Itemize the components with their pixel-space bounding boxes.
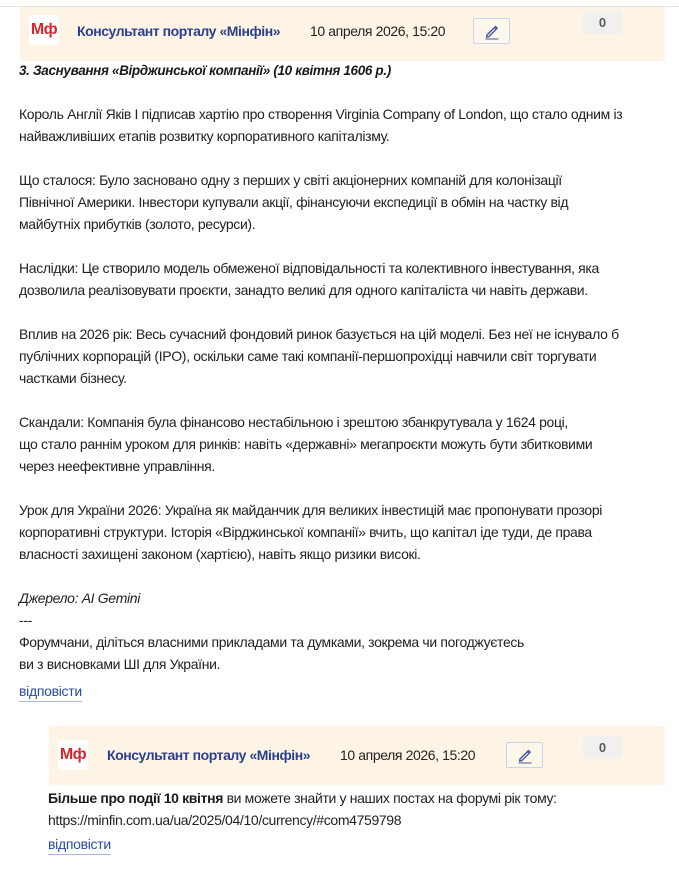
body-line: ви з висновками ШІ для України. bbox=[19, 656, 221, 672]
pencil-icon bbox=[483, 22, 501, 40]
source-line: Джерело: AI Gemini bbox=[19, 590, 141, 606]
body-line bbox=[48, 787, 557, 809]
bold-text: Більше про події 10 квітня bbox=[48, 790, 224, 806]
reply-comment-body bbox=[48, 787, 557, 831]
reply-link[interactable]: відповісти bbox=[48, 836, 111, 855]
minfin-logo-icon: Мф bbox=[58, 740, 88, 770]
body-line: публічних корпорацій (IPO), оскільки саме такі компанії-першопрохідці навчили світ торгувати bbox=[19, 348, 597, 364]
body-line: найважливіших етапів розвитку корпоративного капіталізму. bbox=[19, 128, 390, 144]
body-line: власності захищені законом (хартією), навіть якщо ризики високі. bbox=[19, 546, 421, 562]
body-line: корпоративні структури. Історія «Вірджинської компанії» вчить, що капітал іде туди, де права bbox=[19, 524, 592, 540]
body-line: Скандали: Компанія була фінансово нестабільною і зрештою збанкрутувала у 1624 році, bbox=[19, 414, 568, 430]
reply-link[interactable]: відповісти bbox=[19, 683, 82, 702]
body-line: Північної Америки. Інвестори купували акції, фінансуючи експедиції в обмін на частку від bbox=[19, 194, 569, 210]
body-line: Вплив на 2026 рік: Весь сучасний фондовий ринок базується на цій моделі. Без неї не існувало б bbox=[19, 326, 619, 342]
body-line: дозволила реалізовувати проєкти, занадто великі для одного капіталіста чи навіть держави. bbox=[19, 282, 588, 298]
comment-header bbox=[20, 7, 665, 61]
body-line: частками бізнесу. bbox=[19, 370, 127, 386]
post-link[interactable]: https://minfin.com.ua/ua/2025/04/10/currency/#com4759798 bbox=[48, 812, 402, 828]
body-text: ви можете знайти у наших постах на форумі рік тому: bbox=[223, 790, 557, 806]
author-link[interactable]: Консультант порталу «Мінфін» bbox=[77, 23, 281, 39]
edit-button[interactable] bbox=[506, 742, 543, 768]
minfin-logo-icon: Мф bbox=[29, 15, 59, 45]
comment-body bbox=[19, 103, 622, 675]
rating-counter[interactable]: 0 bbox=[583, 11, 622, 34]
body-line: через неефективне управління. bbox=[19, 458, 215, 474]
author-link[interactable]: Консультант порталу «Мінфін» bbox=[107, 747, 311, 763]
body-line: що стало раннім уроком для ринків: навіть «державні» мегапроєкти можуть бути збитковими bbox=[19, 436, 593, 452]
reply-comment-header bbox=[49, 726, 665, 785]
comment-timestamp: 10 апреля 2026, 15:20 bbox=[310, 23, 446, 39]
body-line: Урок для України 2026: Україна як майданчик для великих інвестицій має пропонувати прозорі bbox=[19, 502, 603, 518]
body-line: майбутніх прибутків (золото, ресурси). bbox=[19, 216, 256, 232]
body-line: Наслідки: Це створило модель обмеженої відповідальності та колективного інвестування, яка bbox=[19, 260, 599, 276]
body-line: Що сталося: Було засновано одну з перших у світі акціонерних компаній для колонізації bbox=[19, 172, 562, 188]
separator: --- bbox=[19, 612, 32, 628]
comment-timestamp: 10 апреля 2026, 15:20 bbox=[340, 747, 476, 763]
edit-button[interactable] bbox=[473, 18, 510, 44]
post-title: 3. Заснування «Вірджинської компанії» (10 квітня 1606 р.) bbox=[19, 63, 391, 78]
body-line: Форумчани, діліться власними прикладами та думками, зокрема чи погоджуєтесь bbox=[19, 634, 524, 650]
body-line: Король Англії Яків I підписав хартію про створення Virginia Company of London, що стало одним із bbox=[19, 106, 623, 122]
pencil-icon bbox=[516, 746, 534, 764]
rating-counter[interactable]: 0 bbox=[583, 736, 622, 759]
